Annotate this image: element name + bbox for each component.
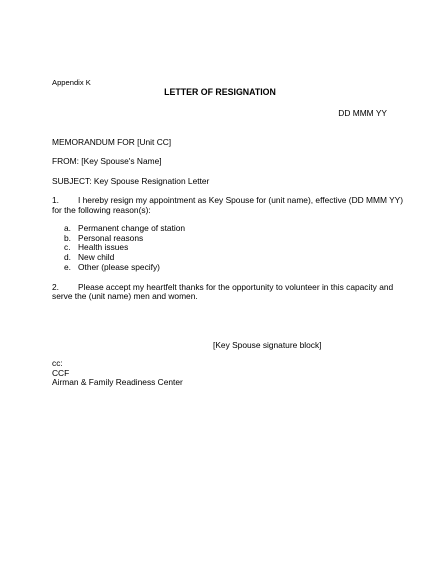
reasons-list (64, 224, 185, 273)
list-item-marker: e. (64, 261, 71, 272)
letter-title: LETTER OF RESIGNATION (164, 87, 276, 97)
list-item-text: New child (78, 252, 115, 263)
list-item-marker: a. (64, 223, 71, 233)
list-item-text: Personal reasons (78, 232, 144, 243)
paragraph-1-line-2: for the following reason(s): (52, 205, 151, 215)
list-item (64, 263, 185, 273)
list-item-marker: d. (64, 252, 71, 263)
paragraph-2-line-2: serve the (unit name) men and women. (52, 291, 198, 301)
from-line: FROM: [Key Spouse's Name] (52, 156, 162, 166)
cc-recipient: Airman & Family Readiness Center (52, 377, 183, 388)
appendix-label: Appendix K (52, 78, 91, 87)
memorandum-for-line: MEMORANDUM FOR [Unit CC] (52, 137, 172, 147)
list-item-text: Permanent change of station (78, 223, 186, 233)
paragraph-2-number: 2. (52, 282, 59, 292)
cc-list (52, 359, 183, 388)
list-item-marker: b. (64, 232, 71, 243)
cc-label: cc: (52, 358, 63, 368)
list-item-text: Health issues (78, 242, 129, 253)
list-item-text: Other (please specify) (78, 261, 160, 272)
letter-date: DD MMM YY (338, 108, 387, 118)
paragraph-1-line-1 (52, 195, 403, 205)
paragraph-2-text: Please accept my heartfelt thanks for the opportunity to volunteer in this capacity and (78, 282, 394, 292)
cc-recipient: CCF (52, 367, 70, 378)
subject-line: SUBJECT: Key Spouse Resignation Letter (52, 176, 210, 186)
paragraph-1-number: 1. (52, 195, 59, 205)
paragraph-1-text: I hereby resign my appointment as Key Spouse for (unit name), effective (DD MMM YY) (78, 195, 404, 205)
signature-block: [Key Spouse signature block] (213, 340, 322, 350)
list-item-marker: c. (64, 242, 71, 253)
